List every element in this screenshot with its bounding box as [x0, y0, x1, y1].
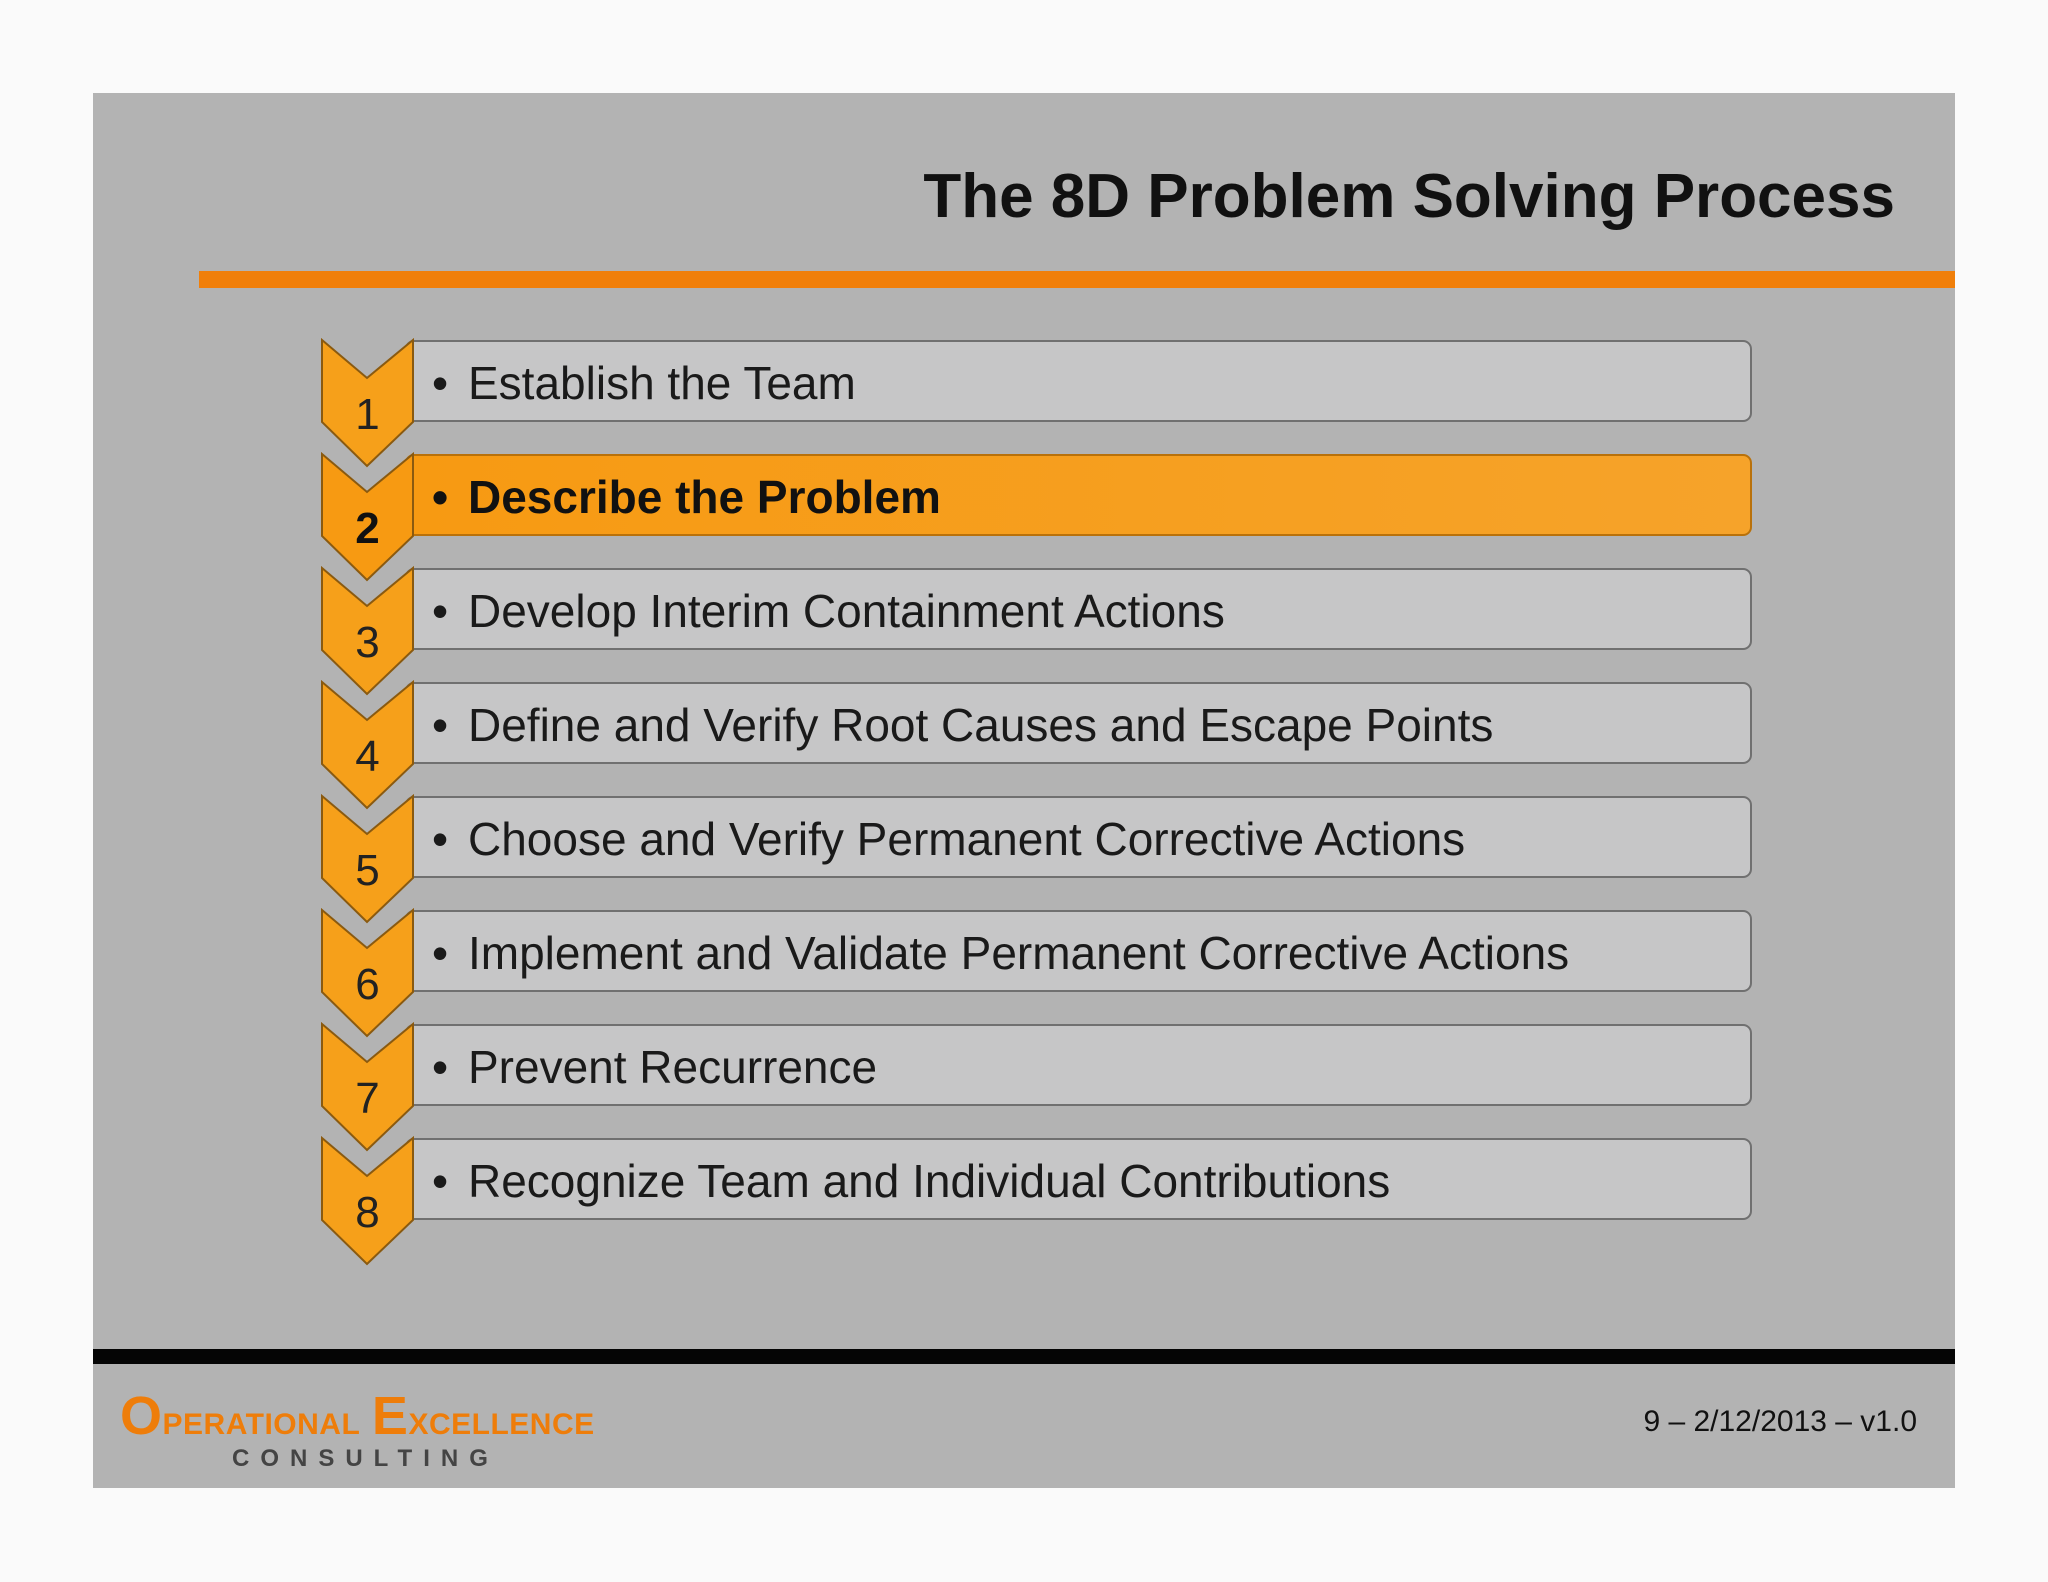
- step-number: 6: [355, 960, 380, 1009]
- step-row: [320, 908, 1752, 1024]
- bullet-icon: •: [432, 357, 449, 409]
- logo-subtitle: CONSULTING: [232, 1445, 499, 1472]
- step-number: 3: [355, 618, 380, 667]
- step-number: 1: [355, 390, 380, 439]
- step-label-text: Develop Interim Containment Actions: [468, 585, 1225, 637]
- step-label: [432, 584, 1225, 638]
- step-bar: [405, 340, 1752, 422]
- step-label-text: Choose and Verify Permanent Corrective Actions: [468, 813, 1466, 865]
- step-chevron: [320, 452, 415, 584]
- slide: [93, 93, 1955, 1488]
- footer-divider: [93, 1349, 1955, 1364]
- step-label-text: Recognize Team and Individual Contributions: [468, 1155, 1391, 1207]
- step-chevron: [320, 908, 415, 1040]
- bullet-icon: •: [432, 927, 449, 979]
- step-label: [432, 1040, 877, 1094]
- step-number: 7: [355, 1074, 380, 1123]
- step-chevron: [320, 794, 415, 926]
- step-label: [432, 926, 1569, 980]
- step-row: [320, 338, 1752, 454]
- step-label-text: Implement and Validate Permanent Corrective Actions: [468, 927, 1570, 979]
- bullet-icon: •: [432, 1041, 449, 1093]
- step-row: [320, 1136, 1752, 1252]
- bullet-icon: •: [432, 813, 449, 865]
- step-bar: [405, 568, 1752, 650]
- step-number: 2: [355, 504, 380, 553]
- step-label: [432, 698, 1493, 752]
- bullet-icon: •: [432, 585, 449, 637]
- step-label-text: Establish the Team: [468, 357, 856, 409]
- page-number-date-version: 9 – 2/12/2013 – v1.0: [1643, 1405, 1917, 1438]
- step-number: 4: [355, 732, 380, 781]
- step-bar: [405, 910, 1752, 992]
- step-bar: [405, 1024, 1752, 1106]
- step-label: [432, 812, 1465, 866]
- step-label: [432, 1154, 1390, 1208]
- step-label: [432, 356, 856, 410]
- step-bar: [405, 682, 1752, 764]
- slide-title: The 8D Problem Solving Process: [923, 162, 1895, 231]
- step-chevron: [320, 1136, 415, 1268]
- step-label-text: Prevent Recurrence: [468, 1041, 878, 1093]
- step-row: [320, 1022, 1752, 1138]
- step-row: [320, 566, 1752, 682]
- step-label: [432, 470, 941, 524]
- step-bar: [405, 796, 1752, 878]
- title-underline: [199, 271, 1955, 288]
- bullet-icon: •: [432, 699, 449, 751]
- step-bar: [405, 1138, 1752, 1220]
- step-chevron: [320, 680, 415, 812]
- step-row: [320, 680, 1752, 796]
- step-label-text: Describe the Problem: [468, 471, 941, 523]
- step-number: 8: [355, 1188, 380, 1237]
- company-logo: [120, 1385, 595, 1473]
- step-number: 5: [355, 846, 380, 895]
- step-chevron: [320, 1022, 415, 1154]
- bullet-icon: •: [432, 471, 449, 523]
- step-chevron: [320, 338, 415, 470]
- step-bar: [405, 454, 1752, 536]
- step-label-text: Define and Verify Root Causes and Escape Points: [468, 699, 1494, 751]
- step-row: [320, 452, 1752, 568]
- bullet-icon: •: [432, 1155, 449, 1207]
- step-row: [320, 794, 1752, 910]
- step-chevron: [320, 566, 415, 698]
- logo-wordmark: OPERATIONAL EXCELLENCE: [120, 1386, 595, 1446]
